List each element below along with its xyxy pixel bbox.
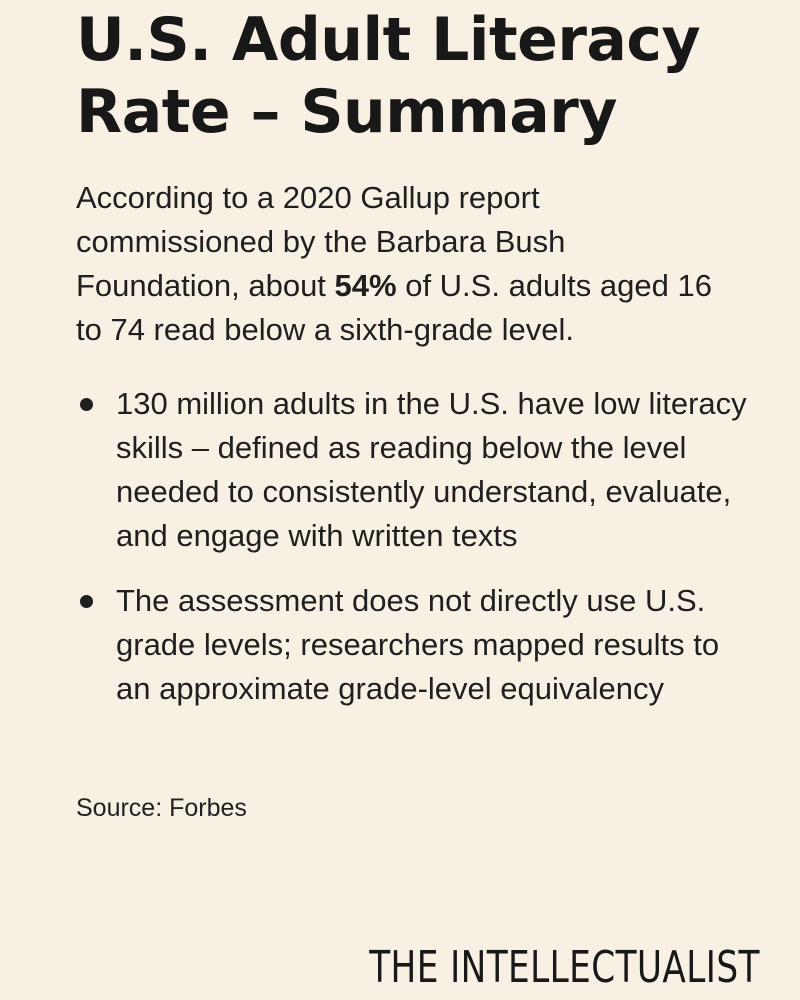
page-title: U.S. Adult Literacy Rate – Summary — [76, 5, 701, 147]
intro-text-end: of U.S. adults aged 16 to 74 read below a sixth-grade level. — [76, 268, 712, 347]
list-item — [76, 579, 756, 711]
bullet-text: The assessment does not directly use U.S. grade levels; researchers mapped results to an approximate grade-level equivalency — [116, 583, 720, 706]
literacy-percentage: 54% — [334, 268, 397, 303]
bullet-list — [76, 382, 756, 711]
intro-text-start: According to a 2020 Gallup report commissioned by the Barbara Bush Foundation, about — [76, 180, 566, 303]
bullet-icon — [80, 595, 93, 608]
intro-paragraph — [76, 176, 736, 352]
source-citation: Source: Forbes — [76, 794, 247, 822]
bullet-icon — [80, 398, 93, 411]
brand-wordmark: THE INTELLECTUALIST — [369, 942, 760, 993]
bullet-text: 130 million adults in the U.S. have low literacy skills – defined as reading below the level needed to consistently understand, evaluate, and engage with written texts — [116, 386, 747, 553]
list-item — [76, 382, 756, 558]
